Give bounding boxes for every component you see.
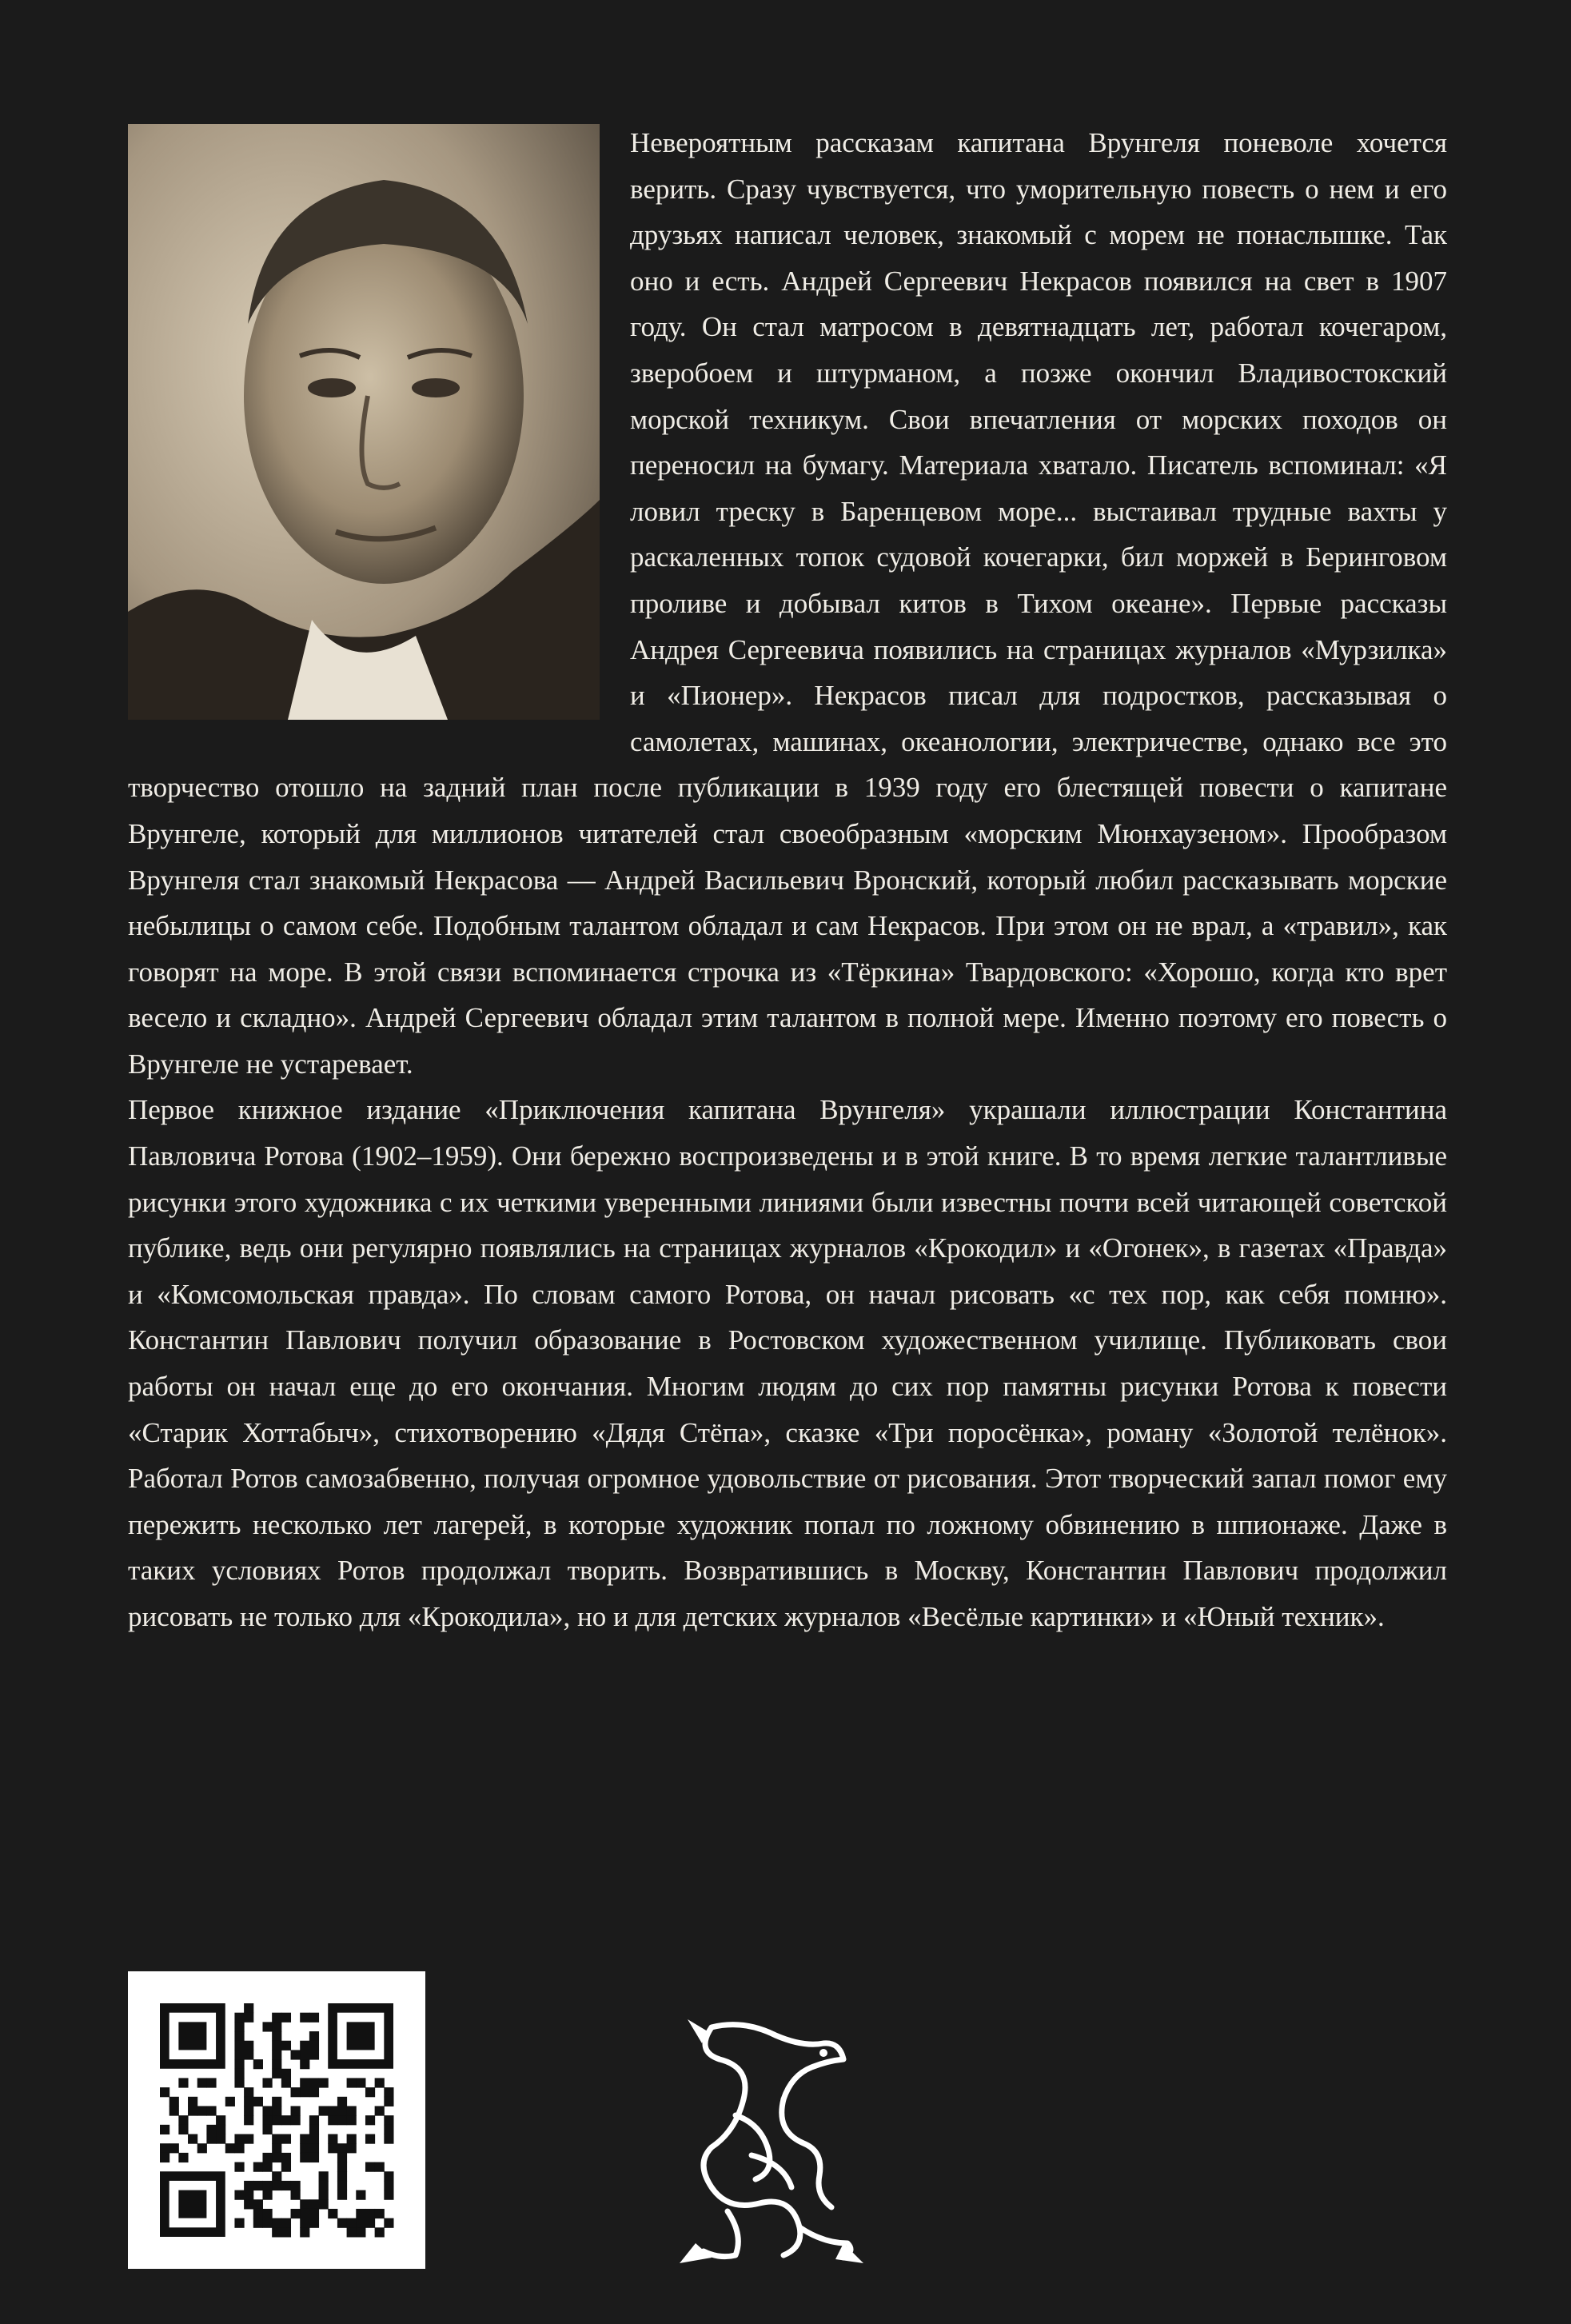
description-text xyxy=(128,120,1447,1640)
publisher-dragon-logo xyxy=(664,2003,871,2267)
paragraph-author: Невероятным рассказам капитана Врунгеля поневоле хочется верить. Сразу чувствуется, что уморительную повесть о нем и его друзьях написал человек, знакомый с морем не понаслышке. Так оно и есть. Андрей Сергеевич Некрасов появился на свет в 1907 году. Он стал матросом в девятнадцать лет, работал кочегаром, зверобоем и штурманом, а позже окончил Владивостокский морской техникум. Свои впечатления от морских походов он переносил на бумагу. Материала хватало. Писатель вспоминал: «Я ловил треску в Баренцевом море... выстаивал трудные вахты у раскаленных топок судовой кочегарки, бил моржей в Беринговом проливе и добывал китов в Тихом океане». Первые рассказы Андрея Сергеевича появились на страницах журналов «Мурзилка» и «Пионер». Некрасов писал для подростков, рассказывая о самолетах, машинах, океанологии, электричестве, однако все это творчество отошло на задний план после публикации в 1939 году его блестящей повести о капитане Врунгеле, который для миллионов читателей стал своеобразным «морским Мюнхаузеном». Прообразом Врунгеля стал знакомый Некрасова — Андрей Васильевич Вронский, который любил рассказывать морские небылицы о самом себе. Подобным талантом обладал и сам Некрасов. При этом он не врал, а «травил», как говорят на море. В этой связи вспоминается строчка из «Тёркина» Твардовского: «Хорошо, когда кто врет весело и складно». Андрей Сергеевич обладал этим талантом в полной мере. Именно поэтому его повесть о Врунгеле не устаревает. xyxy=(128,127,1447,1080)
portrait-float-spacer xyxy=(128,120,606,734)
qr-code xyxy=(128,1971,425,2269)
paragraph-illustrator: Первое книжное издание «Приключения капитана Врунгеля» украшали иллюстрации Константина Павловича Ротова (1902–1959). Они бережно воспроизведены и в этой книге. В то время легкие талантливые рисунки этого художника с их четкими уверенными линиями были известны почти всей читающей советской публике, ведь они регулярно появлялись на страницах журналов «Крокодил» и «Огонек», в газетах «Правда» и «Комсомольская правда». По словам самого Ротова, он начал рисовать «с тех пор, как себя помню». Константин Павлович получил образование в Ростовском художественном училище. Публиковать свои работы он начал еще до его окончания. Многим людям до сих пор памятны рисунки Ротова к повести «Старик Хоттабыч», стихотворению «Дядя Стёпа», сказке «Три поросёнка», роману «Золотой телёнок». Работал Ротов самозабвенно, получая огромное удовольствие от рисования. Этот творческий запал помог ему пережить несколько лет лагерей, в которые художник попал по ложному обвинению в шпионаже. Даже в таких условиях Ротов продолжал творить. Возвратившись в Москву, Константин Павлович продолжил рисовать не только для «Крокодила», но и для детских журналов «Весёлые картинки» и «Юный техник». xyxy=(128,1094,1447,1632)
